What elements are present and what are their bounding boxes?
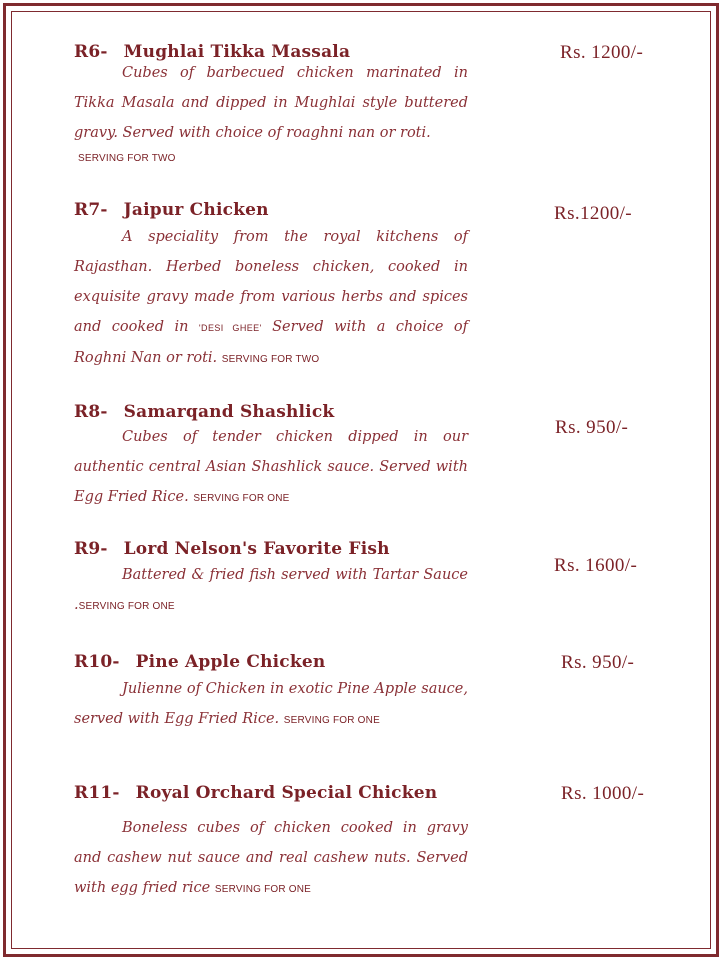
item-code: R7- (74, 200, 108, 220)
menu-item-title (74, 783, 437, 803)
item-price: Rs.1200/- (554, 203, 633, 224)
item-description (74, 674, 468, 736)
item-inline-term: 'DESI GHEE' (198, 323, 262, 333)
item-price: Rs. 1200/- (560, 42, 644, 63)
item-price: Rs. 950/- (561, 652, 635, 673)
item-name: Pine Apple Chicken (135, 652, 326, 672)
item-code: R6- (74, 42, 108, 62)
menu-item-title (74, 539, 390, 559)
item-serving: SERVING FOR TWO (78, 153, 176, 164)
item-price: Rs. 1600/- (554, 555, 638, 576)
item-description-text: Cubes of barbecued chicken marinated in Tikka Masala and dipped in Mughlai style buttered gravy. Served with choice of roaghni nan or roti. (74, 65, 468, 141)
item-serving: SERVING FOR ONE (193, 493, 290, 504)
item-description-text: A speciality from the royal kitchens of Rajasthan. Herbed boneless chicken, cooked in exquisite gravy made from various herbs and spices and cooked in (74, 229, 468, 335)
item-name: Royal Orchard Special Chicken (135, 783, 438, 803)
item-name: Lord Nelson's Favorite Fish (123, 539, 390, 559)
item-description (74, 222, 468, 375)
item-description-text: Julienne of Chicken in exotic Pine Apple sauce, served with Egg Fried Rice. (74, 681, 468, 727)
menu-item-title (74, 402, 334, 422)
item-serving: SERVING FOR ONE (78, 601, 175, 612)
item-description-text: Cubes of tender chicken dipped in our authentic central Asian Shashlick sauce. Served with Egg Fried Rice. (74, 429, 468, 505)
item-name: Mughlai Tikka Massala (123, 42, 351, 62)
item-description (74, 422, 468, 514)
item-price: Rs. 1000/- (561, 783, 645, 804)
item-name: Jaipur Chicken (123, 200, 269, 220)
item-description (74, 560, 468, 622)
item-description-text: Battered & fried fish served with Tartar Sauce . (74, 567, 468, 613)
item-code: R10- (74, 652, 120, 672)
menu-item-title (74, 200, 269, 220)
item-description (74, 813, 468, 905)
item-code: R8- (74, 402, 108, 422)
item-serving: SERVING FOR ONE (283, 715, 380, 726)
item-description-text: Boneless cubes of chicken cooked in gravy and cashew nut sauce and real cashew nuts. Served with egg fried rice (74, 820, 468, 896)
item-serving: SERVING FOR ONE (214, 884, 312, 895)
item-name: Samarqand Shashlick (123, 402, 335, 422)
item-price: Rs. 950/- (555, 417, 629, 438)
item-serving: SERVING FOR TWO (221, 354, 320, 365)
item-code: R11- (74, 783, 120, 803)
item-description-text-2: Served with a choice of Roghni Nan or roti. (74, 319, 469, 366)
item-description (74, 58, 468, 170)
item-code: R9- (74, 539, 108, 559)
menu-item-title (74, 652, 325, 672)
